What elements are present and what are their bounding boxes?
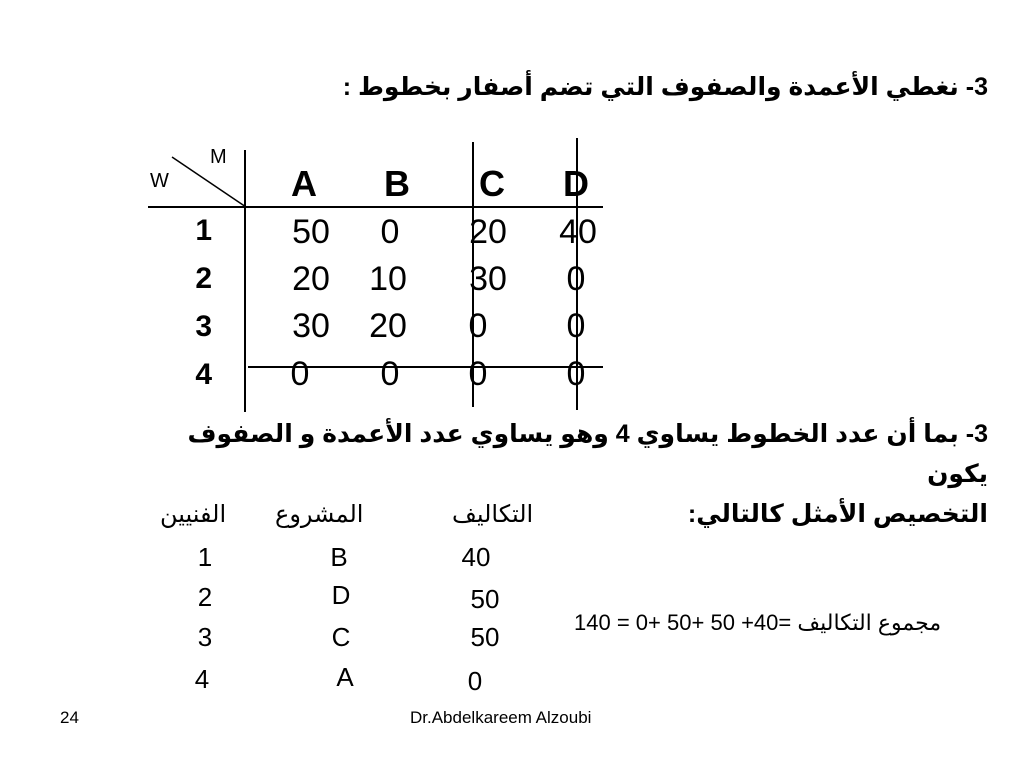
step3-heading: 3- نغطي الأعمدة والصفوف التي تضم أصفار بخطوط : xyxy=(342,73,988,101)
matrix-cell: 20 xyxy=(369,307,407,345)
alloc-cost: 50 xyxy=(470,584,500,614)
matrix-cell: 0 xyxy=(290,355,310,393)
paragraph-line-1: 3- بما أن عدد الخطوط يساوي 4 وهو يساوي عدد الأعمدة و الصفوف يكون xyxy=(187,420,988,488)
alloc-project: A xyxy=(336,662,354,692)
alloc-project: C xyxy=(331,622,351,652)
page-number: 24 xyxy=(60,708,79,727)
corner-col-label: M xyxy=(210,146,227,168)
col-header-c: C xyxy=(479,163,505,204)
alloc-cost: 0 xyxy=(467,666,483,696)
matrix-cell: 30 xyxy=(469,260,507,298)
row-label-4: 4 xyxy=(195,358,212,391)
matrix-cell: 0 xyxy=(468,355,488,393)
header-project: المشروع xyxy=(275,501,364,528)
alloc-tech: 3 xyxy=(197,622,213,652)
matrix-cell: 50 xyxy=(292,213,330,251)
col-header-a: A xyxy=(291,163,317,204)
alloc-cost: 40 xyxy=(461,542,491,572)
matrix-cell: 0 xyxy=(380,355,400,393)
header-technicians: الفنيين xyxy=(160,501,227,528)
row-label-2: 2 xyxy=(195,262,212,295)
header-costs: التكاليف xyxy=(452,501,534,528)
alloc-project: B xyxy=(330,542,348,572)
col-header-d: D xyxy=(563,163,589,204)
matrix-cell: 30 xyxy=(292,307,330,345)
matrix-cell: 0 xyxy=(468,307,488,345)
corner-row-label: W xyxy=(150,170,169,192)
col-header-b: B xyxy=(384,163,410,204)
matrix-cell: 10 xyxy=(369,260,407,298)
matrix-cell: 0 xyxy=(380,213,400,251)
alloc-tech: 1 xyxy=(197,542,213,572)
matrix-cell: 20 xyxy=(292,260,330,298)
row-label-3: 3 xyxy=(195,310,212,343)
alloc-project: D xyxy=(331,580,351,610)
matrix-cell: 40 xyxy=(559,213,597,251)
alloc-tech: 4 xyxy=(194,664,210,694)
matrix-cell: 0 xyxy=(566,260,586,298)
footer-author: Dr.Abdelkareem Alzoubi xyxy=(410,708,592,727)
matrix-cell: 20 xyxy=(469,213,507,251)
alloc-tech: 2 xyxy=(197,582,213,612)
total-costs: مجموع التكاليف =40+ 50 +50 +0 = 140 xyxy=(574,610,942,635)
row-label-1: 1 xyxy=(195,214,212,247)
matrix-cell: 0 xyxy=(566,307,586,345)
paragraph-line-2: التخصيص الأمثل كالتالي: xyxy=(687,500,988,528)
matrix-cell: 0 xyxy=(566,355,586,393)
alloc-cost: 50 xyxy=(470,622,500,652)
